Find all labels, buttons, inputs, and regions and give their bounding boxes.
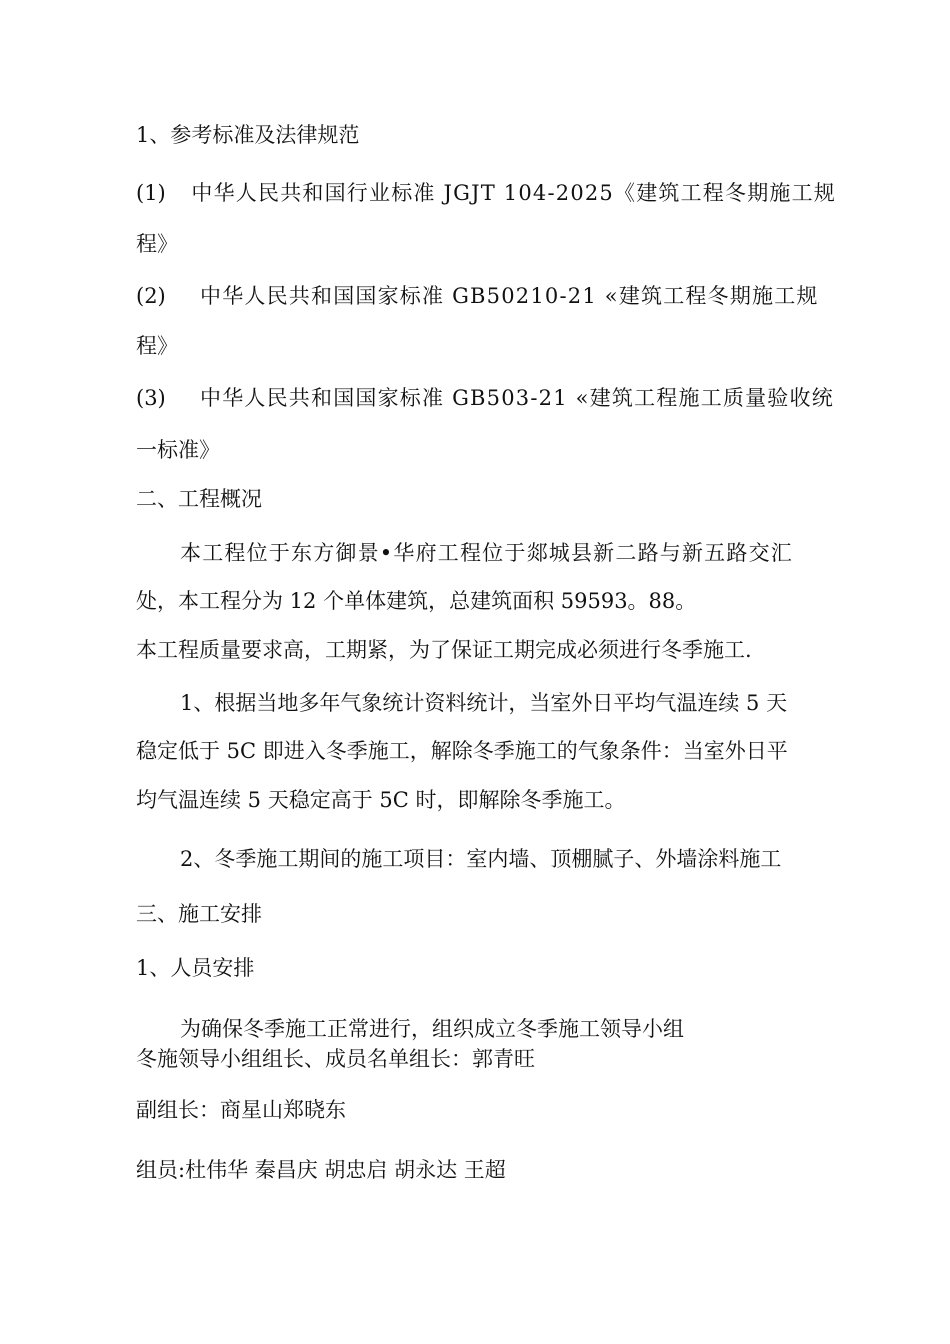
members-line: 组员:杜伟华 秦昌庆 胡忠启 胡永达 王超 [136,1158,506,1182]
leader-line: 冬施领导小组组长、成员名单组长：郭青旺 [136,1047,535,1071]
section-heading-3: 三、施工安排 [136,902,262,926]
reference-number: (1) [136,181,166,205]
overview-paragraph-line: 本工程质量要求高，工期紧，为了保证工期完成必须进行冬季施工. [136,638,752,662]
reference-item-1 [136,179,836,207]
climate-paragraph-line: 1、根据当地多年气象统计资料统计，当室外日平均气温连续 5 天 [180,691,788,715]
reference-number: (2) [136,284,166,308]
section-heading-1: 1、参考标准及法律规范 [136,123,360,147]
staff-intro-line: 为确保冬季施工正常进行，组织成立冬季施工领导小组 [180,1017,684,1041]
reference-text: 中华人民共和国国家标准 GB50210-21 «建筑工程冬期施工规 [200,284,819,308]
reference-text: 中华人民共和国国家标准 GB503-21 «建筑工程施工质量验收统 [200,386,834,410]
section-heading-2: 二、工程概况 [136,487,262,511]
deputy-line: 副组长：商星山郑晓东 [136,1098,346,1122]
climate-paragraph-line: 均气温连续 5 天稳定高于 5C 时，即解除冬季施工。 [136,788,626,812]
subsection-heading: 1、人员安排 [136,956,255,980]
overview-paragraph-line: 处，本工程分为 12 个单体建筑，总建筑面积 59593。88。 [136,589,697,613]
reference-item-3 [136,384,836,412]
reference-text-continued: 一标准》 [136,438,220,462]
reference-text-continued: 程》 [136,232,178,256]
construction-items-line: 2、冬季施工期间的施工项目：室内墙、顶棚腻子、外墙涂料施工 [180,847,782,871]
overview-paragraph-line: 本工程位于东方御景•华府工程位于郯城县新二路与新五路交汇 [180,541,793,565]
reference-number: (3) [136,386,166,410]
reference-item-2 [136,282,836,310]
climate-paragraph-line: 稳定低于 5C 即进入冬季施工，解除冬季施工的气象条件：当室外日平 [136,739,788,763]
reference-text: 中华人民共和国行业标准 JGJT 104-2025《建筑工程冬期施工规 [191,181,836,205]
reference-text-continued: 程》 [136,334,178,358]
